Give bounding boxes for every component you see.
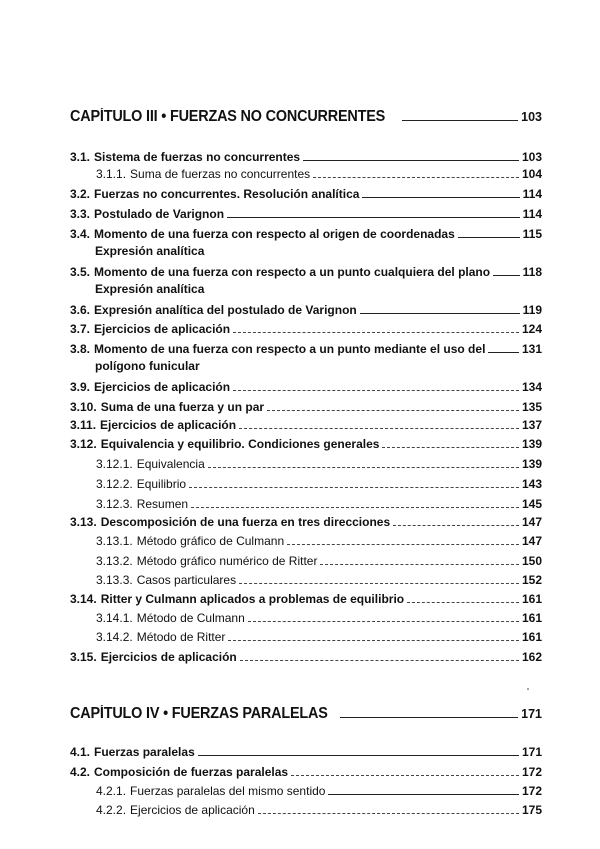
toc-entry (70, 765, 542, 780)
entry-number: 3.12.1. (96, 457, 133, 471)
toc-subentry (96, 457, 542, 472)
leader-line (267, 410, 519, 411)
leader-line (340, 717, 518, 718)
chapter-title: CAPÍTULO IV • FUERZAS PARALELAS (70, 705, 328, 722)
toc-entry (70, 515, 542, 530)
entry-page: 139 (521, 457, 542, 471)
entry-number: 3.14. (70, 592, 97, 606)
entry-number: 3.3. (70, 207, 91, 221)
entry-title: Fuerzas no concurrentes. Resolución analítica (94, 187, 360, 201)
entry-title: Método de Culmann (136, 611, 245, 625)
entry-title: Fuerzas paralelas del mismo sentido (130, 784, 326, 798)
entry-number: 3.13.3. (96, 573, 133, 587)
entry-page: 118 (522, 265, 542, 279)
entry-title: Equilibrio (136, 477, 187, 491)
entry-title: Expresión analítica del postulado de Varignon (94, 303, 357, 317)
toc-entry (70, 187, 542, 202)
entry-page: 137 (521, 418, 542, 432)
toc-entry (70, 650, 542, 665)
leader-line (248, 621, 519, 622)
toc-subentry (96, 497, 542, 512)
entry-title: Momento de una fuerza con respecto al origen de coordenadas (94, 227, 455, 241)
leader-line (382, 447, 519, 448)
entry-number: 3.14.1. (96, 611, 133, 625)
leader-line (240, 660, 519, 661)
entry-page: 162 (521, 650, 542, 664)
toc-subentry (96, 630, 542, 645)
entry-page: 175 (521, 803, 542, 817)
entry-number: 4.2. (70, 765, 91, 779)
entry-page: 139 (521, 437, 542, 451)
leader-line (402, 120, 518, 121)
toc-entry (70, 150, 542, 165)
entry-title: Momento de una fuerza con respecto a un punto mediante el uso del (94, 342, 486, 356)
toc-entry (70, 303, 542, 318)
leader-line (488, 352, 519, 353)
toc-entry (70, 227, 542, 242)
toc-entry (70, 592, 542, 607)
entry-title: Método gráfico de Culmann (136, 534, 285, 548)
chapter-page-number: 103 (521, 110, 542, 124)
leader-line (320, 564, 519, 565)
entry-title: Equivalencia (136, 457, 205, 471)
entry-page: 147 (521, 534, 542, 548)
leader-line (407, 602, 519, 603)
entry-continuation: Expresión analítica (95, 244, 205, 258)
chapter-heading (70, 705, 542, 723)
leader-line (493, 275, 520, 276)
entry-number: 4.1. (70, 745, 91, 759)
entry-number: 3.15. (70, 650, 97, 664)
chapter-page-number: 171 (521, 707, 542, 721)
entry-number: 3.10. (70, 400, 97, 414)
scan-speck (527, 688, 529, 690)
leader-line (233, 390, 519, 391)
leader-line (239, 583, 519, 584)
entry-page: 104 (521, 167, 542, 181)
entry-number: 3.13. (70, 515, 97, 529)
entry-page: 114 (522, 187, 542, 201)
entry-number: 3.4. (70, 227, 91, 241)
entry-continuation: polígono funicular (95, 359, 200, 373)
entry-number: 4.2.1. (96, 784, 127, 798)
leader-line (362, 197, 519, 198)
toc-subentry (96, 167, 542, 182)
toc-subentry (96, 573, 542, 588)
entry-page: 161 (521, 611, 542, 625)
entry-number: 3.11. (70, 418, 97, 432)
leader-line (328, 794, 519, 795)
toc-subentry (96, 611, 542, 626)
leader-line (189, 487, 519, 488)
entry-number: 3.1.1. (96, 167, 127, 181)
entry-page: 150 (521, 554, 542, 568)
leader-line (233, 332, 519, 333)
entry-title: Resumen (136, 497, 189, 511)
entry-page: 161 (521, 592, 542, 606)
entry-page: 145 (521, 497, 542, 511)
entry-title: Descomposición de una fuerza en tres direcciones (100, 515, 391, 529)
toc-subentry (96, 477, 542, 492)
entry-page: 135 (521, 400, 542, 414)
entry-page: 115 (522, 227, 542, 241)
leader-line (291, 775, 519, 776)
entry-number: 3.13.1. (96, 534, 133, 548)
toc-entry (70, 437, 542, 452)
entry-title: Ejercicios de aplicación (100, 650, 237, 664)
entry-page: 134 (521, 380, 542, 394)
leader-line (313, 177, 519, 178)
entry-page: 103 (521, 150, 542, 164)
entry-title: Ejercicios de aplicación (130, 803, 255, 817)
toc-subentry (96, 534, 542, 549)
toc-entry (70, 380, 542, 395)
entry-number: 3.1. (70, 150, 91, 164)
leader-line (239, 428, 519, 429)
toc-entry (70, 322, 542, 337)
entry-page: 147 (521, 515, 542, 529)
toc-entry (70, 418, 542, 433)
entry-title: Sistema de fuerzas no concurrentes (94, 150, 301, 164)
leader-line (303, 160, 519, 161)
entry-title: Fuerzas paralelas (94, 745, 195, 759)
leader-line (191, 507, 519, 508)
entry-title: Ejercicios de aplicación (100, 418, 237, 432)
entry-number: 3.8. (70, 342, 91, 356)
entry-page: 171 (521, 745, 542, 759)
entry-number: 3.9. (70, 380, 91, 394)
entry-title: Casos particulares (136, 573, 237, 587)
entry-title: Método de Ritter (136, 630, 226, 644)
entry-page: 124 (521, 322, 542, 336)
entry-page: 161 (521, 630, 542, 644)
entry-title: Ejercicios de aplicación (94, 380, 231, 394)
entry-title: Composición de fuerzas paralelas (94, 765, 289, 779)
toc-entry (70, 265, 542, 280)
chapter-title: CAPÍTULO III • FUERZAS NO CONCURRENTES (70, 108, 386, 125)
leader-line (228, 640, 519, 641)
toc-entry (70, 745, 542, 760)
entry-number: 3.2. (70, 187, 91, 201)
entry-title: Suma de fuerzas no concurrentes (130, 167, 311, 181)
entry-continuation: Expresión analítica (95, 282, 205, 296)
leader-line (458, 237, 520, 238)
entry-number: 3.7. (70, 322, 91, 336)
entry-page: 114 (522, 207, 542, 221)
entry-title: Suma de una fuerza y un par (100, 400, 265, 414)
entry-title: Equivalencia y equilibrio. Condiciones generales (100, 437, 380, 451)
entry-page: 119 (522, 303, 542, 317)
toc-entry (70, 400, 542, 415)
entry-number: 3.12.3. (96, 497, 133, 511)
leader-line (393, 525, 519, 526)
toc-subentry (96, 784, 542, 799)
entry-number: 3.14.2. (96, 630, 133, 644)
toc-subentry (96, 554, 542, 569)
entry-page: 143 (521, 477, 542, 491)
entry-page: 172 (521, 765, 542, 779)
entry-title: Ejercicios de aplicación (94, 322, 231, 336)
leader-line (208, 467, 519, 468)
leader-line (287, 544, 519, 545)
entry-page: 152 (521, 573, 542, 587)
entry-number: 3.6. (70, 303, 91, 317)
entry-number: 3.5. (70, 265, 91, 279)
entry-number: 4.2.2. (96, 803, 127, 817)
entry-number: 3.13.2. (96, 554, 133, 568)
leader-line (258, 813, 519, 814)
entry-title: Ritter y Culmann aplicados a problemas de equilibrio (100, 592, 405, 606)
toc-subentry (96, 803, 542, 818)
entry-page: 172 (521, 784, 542, 798)
entry-number: 3.12.2. (96, 477, 133, 491)
leader-line (198, 755, 519, 756)
leader-line (360, 313, 520, 314)
entry-page: 131 (521, 342, 542, 356)
toc-entry (70, 342, 542, 357)
entry-number: 3.12. (70, 437, 97, 451)
toc-entry (70, 207, 542, 222)
chapter-heading (70, 108, 542, 126)
entry-title: Método gráfico numérico de Ritter (136, 554, 318, 568)
entry-title: Momento de una fuerza con respecto a un punto cualquiera del plano (94, 265, 491, 279)
entry-title: Postulado de Varignon (94, 207, 225, 221)
leader-line (227, 217, 520, 218)
